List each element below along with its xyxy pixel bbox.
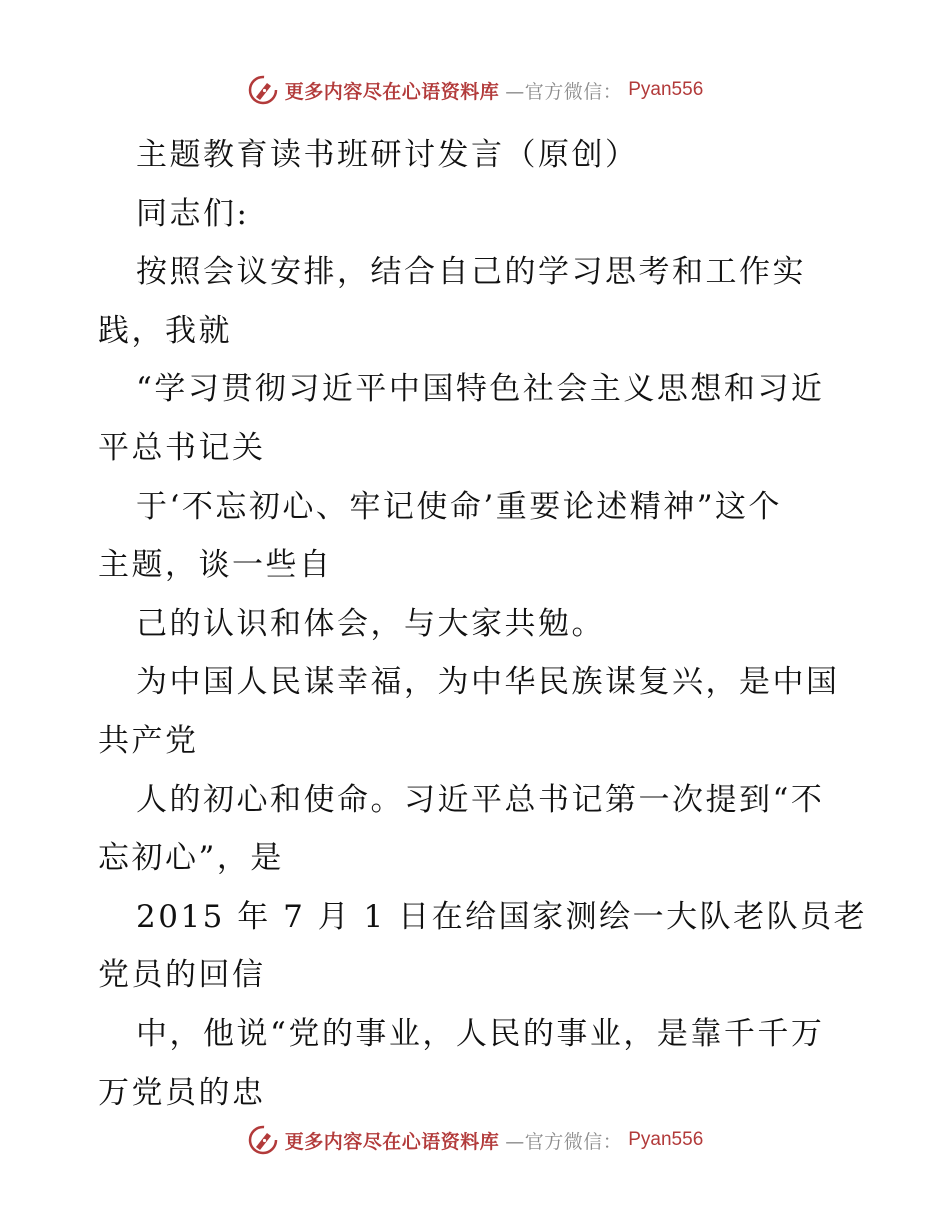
pen-nib-circle-logo-icon bbox=[247, 74, 279, 106]
document-title: 主题教育读书班研讨发言（原创） bbox=[136, 137, 639, 173]
banner-brand-text: 更多内容尽在心语资料库 bbox=[284, 80, 500, 103]
body-line: 按照会议安排，结合自己的学习思考和工作实 bbox=[136, 254, 806, 291]
body-line: 中，他说“党的事业，人民的事业，是靠千千万 bbox=[136, 1015, 825, 1052]
body-line: 为中国人民谋幸福，为中华民族谋复兴，是中国 bbox=[136, 664, 840, 701]
body-line: 践，我就 bbox=[98, 312, 232, 349]
body-line: 党员的回信 bbox=[98, 957, 266, 994]
body-line: “学习贯彻习近平中国特色社会主义思想和习近 bbox=[136, 371, 825, 408]
banner-brand-text: 更多内容尽在心语资料库 bbox=[284, 1130, 500, 1153]
banner-separator-text: —官方微信： bbox=[505, 1130, 623, 1153]
salutation-line: 同志们: bbox=[136, 195, 250, 232]
body-line: 于‘不忘初心、牢记使命’重要论述精神”这个 bbox=[136, 488, 783, 525]
body-line: 人的初心和使命。习近平总书记第一次提到“不 bbox=[136, 781, 825, 818]
header-banner bbox=[0, 70, 950, 110]
banner-account-text: Pyan556 bbox=[628, 79, 704, 100]
banner-separator-text: —官方微信： bbox=[505, 80, 623, 103]
footer-banner bbox=[0, 1120, 950, 1160]
body-line: 共产党 bbox=[98, 722, 199, 759]
body-line: 己的认识和体会，与大家共勉。 bbox=[136, 605, 605, 642]
banner-account-text: Pyan556 bbox=[628, 1129, 704, 1150]
document-body bbox=[98, 126, 868, 1122]
body-line: 忘初心”，是 bbox=[98, 840, 284, 877]
body-line: 2015 年 7 月 1 日在给国家测绘一大队老队员老 bbox=[136, 898, 868, 935]
pen-nib-circle-logo-icon bbox=[247, 1124, 279, 1156]
body-line: 主题，谈一些自 bbox=[98, 547, 333, 584]
body-line: 万党员的忠 bbox=[98, 1074, 266, 1111]
body-line: 平总书记关 bbox=[98, 429, 266, 466]
